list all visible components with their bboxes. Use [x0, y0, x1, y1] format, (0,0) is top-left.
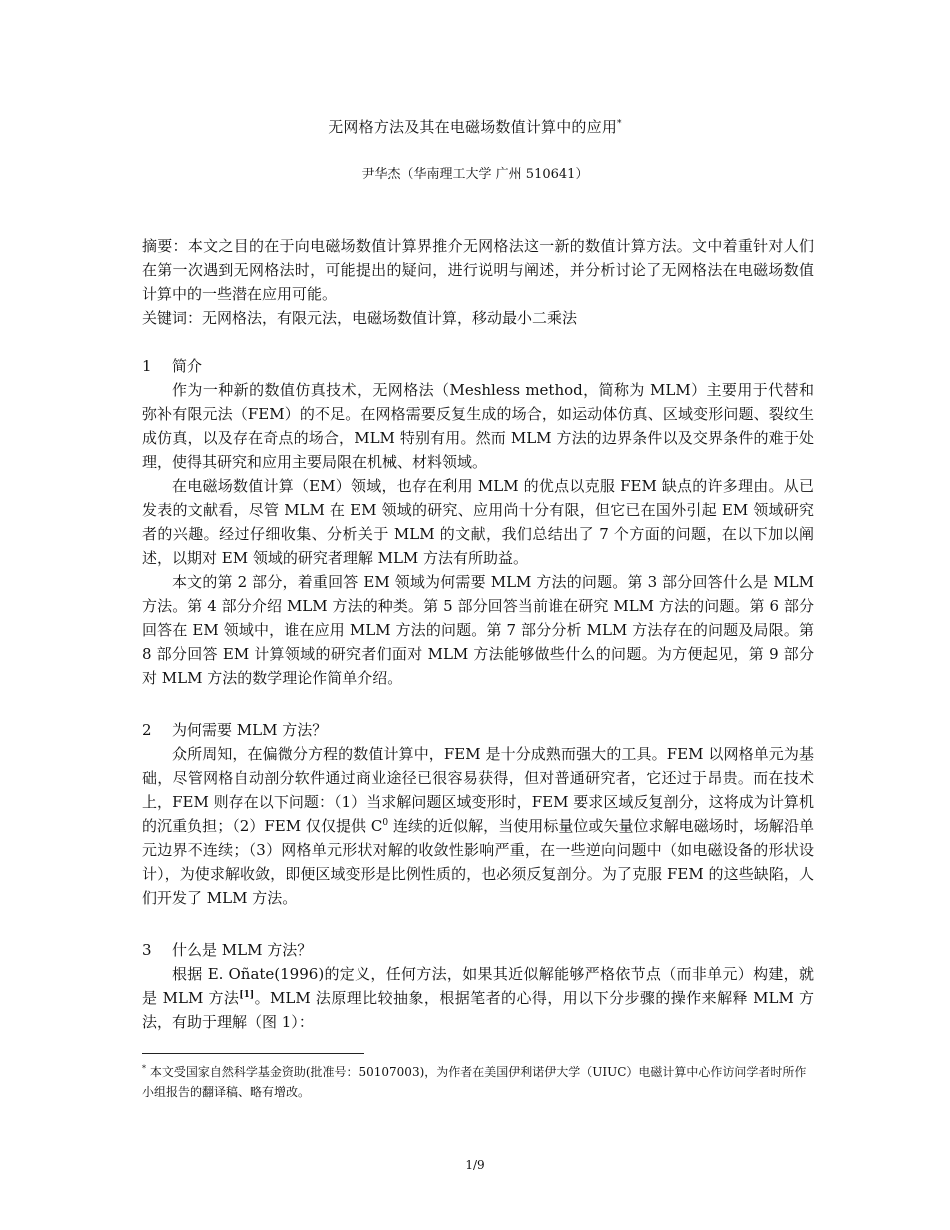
- section-number: 2: [142, 721, 152, 739]
- footnote-text: 本文受国家自然科学基金资助(批准号：50107003)，为作者在美国伊利诺伊大学（UIUC）电磁计算中心作访问学者时所作小组报告的翻译稿、略有增改。: [142, 1065, 807, 1099]
- author-affiliation: 尹华杰（华南理工大学 广州 510641）: [361, 167, 589, 182]
- paragraph-text-b: 连续的近似解，当使用标量位或矢量位求解电磁场时，场解沿单元边界不连续；（3）网格单元形状对解的收敛性影响严重，在一些逆向问题中（如电磁设备的形状设计），为使求解收敛，即便区域变形是比例性质的，也必须反复剖分。为了克服 FEM 的这些缺陷，人们开发了 MLM 方法。: [142, 817, 814, 907]
- title-footnote-mark: *: [617, 119, 622, 129]
- paragraph: 作为一种新的数值仿真技术，无网格法（Meshless method，简称为 MLM）主要用于代替和弥补有限元法（FEM）的不足。在网格需要反复生成的场合，如运动体仿真、区域变形问题、裂纹生成仿真，以及存在奇点的场合，MLM 特别有用。然而 MLM 方法的边界条件以及交界条件的难于处理，使得其研究和应用主要局限在机械、材料领域。: [142, 381, 814, 471]
- section-3-body: [142, 962, 814, 1034]
- footnote-mark: *: [142, 1064, 146, 1073]
- section-2-body: [142, 742, 814, 910]
- keywords: 关键词：无网格法，有限元法，电磁场数值计算，移动最小二乘法: [142, 309, 578, 327]
- section-title: 为何需要 MLM 方法？: [172, 721, 328, 739]
- paragraph-text-a: 根据 E. Oñate(1996)的定义，任何方法，如果其近似解能够严格依节点（而非单元）构建，就是 MLM 方法: [142, 965, 814, 1007]
- citation-ref[interactable]: [1]: [239, 990, 255, 1000]
- section-number: 3: [142, 941, 152, 959]
- footnote-divider: [142, 1053, 364, 1054]
- paragraph: 本文的第 2 部分，着重回答 EM 领域为何需要 MLM 方法的问题。第 3 部分回答什么是 MLM 方法。第 4 部分介绍 MLM 方法的种类。第 5 部分回答当前谁在研究 MLM 方法的问题。第 6 部分回答在 EM 领域中，谁在应用 MLM 方法的问题。第 7 部分分析 MLM 方法存在的问题及局限。第 8 部分回答 EM 计算领域的研究者们面对 MLM 方法能够做些什么的问题。为方便起见，第 9 部分对 MLM 方法的数学理论作简单介绍。: [142, 573, 814, 687]
- page-number: 1/9: [465, 1158, 485, 1172]
- abstract-text: 摘要：本文之目的在于向电磁场数值计算界推介无网格法这一新的数值计算方法。文中着重针对人们在第一次遇到无网格法时，可能提出的疑问，进行说明与阐述，并分析讨论了无网格法在电磁场数值计算中的一些潜在应用可能。: [142, 237, 814, 303]
- paper-title: [0, 116, 950, 137]
- paragraph: [142, 742, 814, 910]
- section-title: 什么是 MLM 方法？: [172, 941, 313, 959]
- section-1-body: [142, 378, 814, 690]
- section-title: 简介: [172, 357, 203, 375]
- section-3-heading: [142, 938, 312, 962]
- paragraph-text-b: 。MLM 法原理比较抽象，根据笔者的心得，用以下分步骤的操作来解释 MLM 方法，有助于理解（图 1）：: [142, 989, 815, 1031]
- section-1-heading: [142, 354, 202, 378]
- section-2-heading: [142, 718, 327, 742]
- footnote: [142, 1062, 814, 1102]
- title-text: 无网格方法及其在电磁场数值计算中的应用: [328, 118, 618, 136]
- paragraph-text-a: 众所周知，在偏微分方程的数值计算中，FEM 是十分成熟而强大的工具。FEM 以网格单元为基础，尽管网格自动剖分软件通过商业途径已很容易获得，但对普通研究者，它还过于昂贵。而在技术上，FEM 则存在以下问题：（1）当求解问题区域变形时，FEM 要求区域反复剖分，这将成为计算机的沉重负担；（2）FEM 仅仅提供 C: [142, 745, 814, 835]
- paragraph: 在电磁场数值计算（EM）领域，也存在利用 MLM 的优点以克服 FEM 缺点的许多理由。从已发表的文献看，尽管 MLM 在 EM 领域的研究、应用尚十分有限，但它已在国外引起 EM 领域研究者的兴趣。经过仔细收集、分析关于 MLM 的文献，我们总结出了 7 个方面的问题，在以下加以阐述，以期对 EM 领域的研究者理解 MLM 方法有所助益。: [142, 477, 814, 567]
- paragraph: [142, 962, 814, 1034]
- superscript-c0: 0: [382, 818, 389, 828]
- section-number: 1: [142, 357, 152, 375]
- abstract-block: [142, 234, 814, 330]
